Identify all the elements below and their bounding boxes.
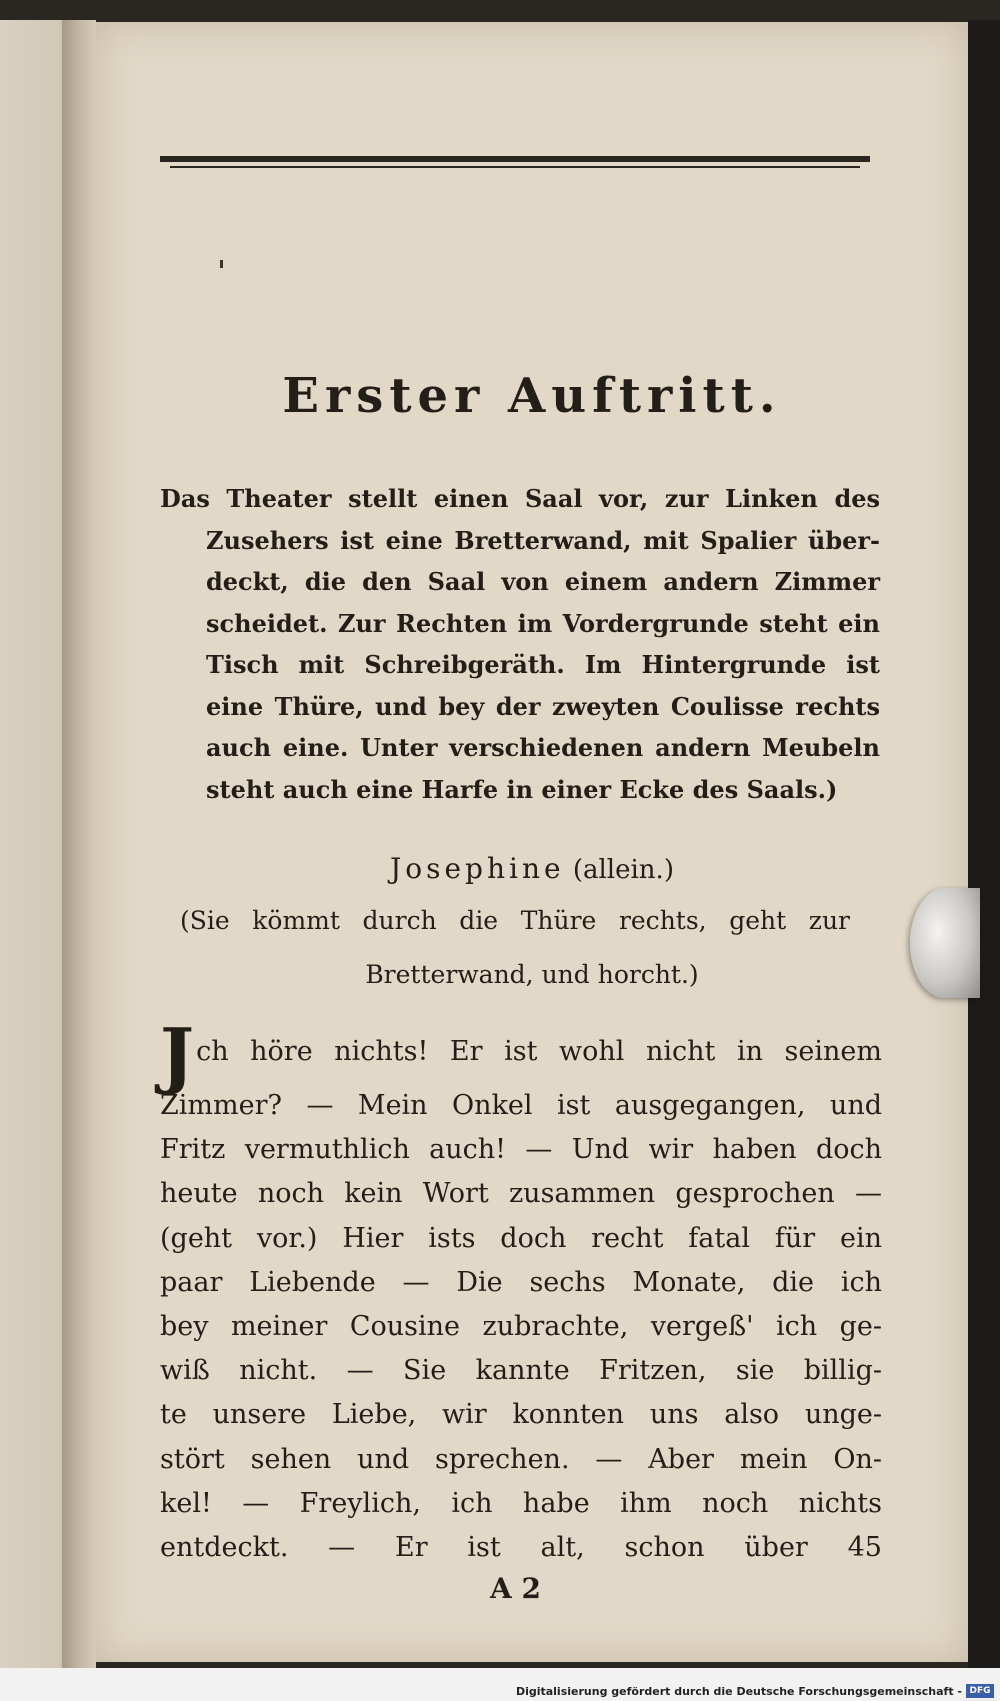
speaker-name: Josephine [390,852,565,885]
dialogue-line: stört sehen und sprechen. — Aber mein On- [160,1443,882,1475]
scanner-thumb [910,888,980,998]
ink-mark [220,260,223,268]
stage-line: Das Theater stellt einen Saal vor, zur Linken des [160,484,880,513]
header-rule [160,156,870,162]
dialogue-line: Fritz vermuthlich auch! — Und wir haben doch [160,1134,882,1166]
speaker-heading [96,852,968,885]
footer-credit: Digitalisierung gefördert durch die Deutsche Forschungsgemeinschaft - [515,1685,962,1698]
speaker-direction-line: Bretterwand, und horcht.) [365,960,699,989]
stage-line: Tisch mit Schreibgeräth. Im Hintergrunde ist [206,650,880,679]
dialogue-line: (geht vor.) Hier ists doch recht fatal für ein [160,1222,882,1254]
stage-line: auch eine. Unter verschiedenen andern Meubeln [206,733,880,762]
dialogue-line: paar Liebende — Die sechs Monate, die ich [160,1266,882,1298]
dialogue-text [160,1012,882,1570]
stage-line: deckt, die den Saal von einem andern Zimmer [206,567,880,596]
dialogue-line: entdeckt. — Er ist alt, schon über 45 [160,1532,882,1564]
speaker-note: (allein.) [572,855,674,885]
header-rule-thin [170,166,860,168]
stage-line: steht auch eine Harfe in einer Ecke des Saals.) [206,774,838,804]
dialogue-line: ch höre nichts! Er ist wohl nicht in seinem [196,1036,882,1067]
dialogue-line: heute noch kein Wort zusammen gesprochen — [160,1178,882,1210]
stage-line: eine Thüre, und bey der zweyten Coulisse rechts [206,691,880,721]
dfg-logo: DFG [966,1684,994,1698]
dialogue-line: Zimmer? — Mein Onkel ist ausgegangen, und [160,1090,882,1121]
scene-heading: Erster Auftritt. [282,368,782,424]
drop-cap: J [160,1012,195,1097]
dialogue-line: kel! — Freylich, ich habe ihm noch nichts [160,1487,882,1519]
signature-mark: A 2 [490,1572,541,1605]
book-gutter [62,20,96,1668]
stage-line: scheidet. Zur Rechten im Vordergrunde steht ein [206,608,880,638]
stage-line: Zusehers ist eine Bretterwand, mit Spalier über- [206,525,880,555]
dialogue-line: wiß nicht. — Sie kannte Fritzen, sie billig- [160,1355,882,1387]
right-border [968,20,1000,1668]
dialogue-line: bey meiner Cousine zubrachte, vergeß' ich ge- [160,1311,882,1343]
stage-direction [160,478,880,810]
speaker-direction-line: (Sie kömmt durch die Thüre rechts, geht zur [180,906,850,935]
dialogue-line: te unsere Liebe, wir konnten uns also unge- [160,1399,882,1431]
